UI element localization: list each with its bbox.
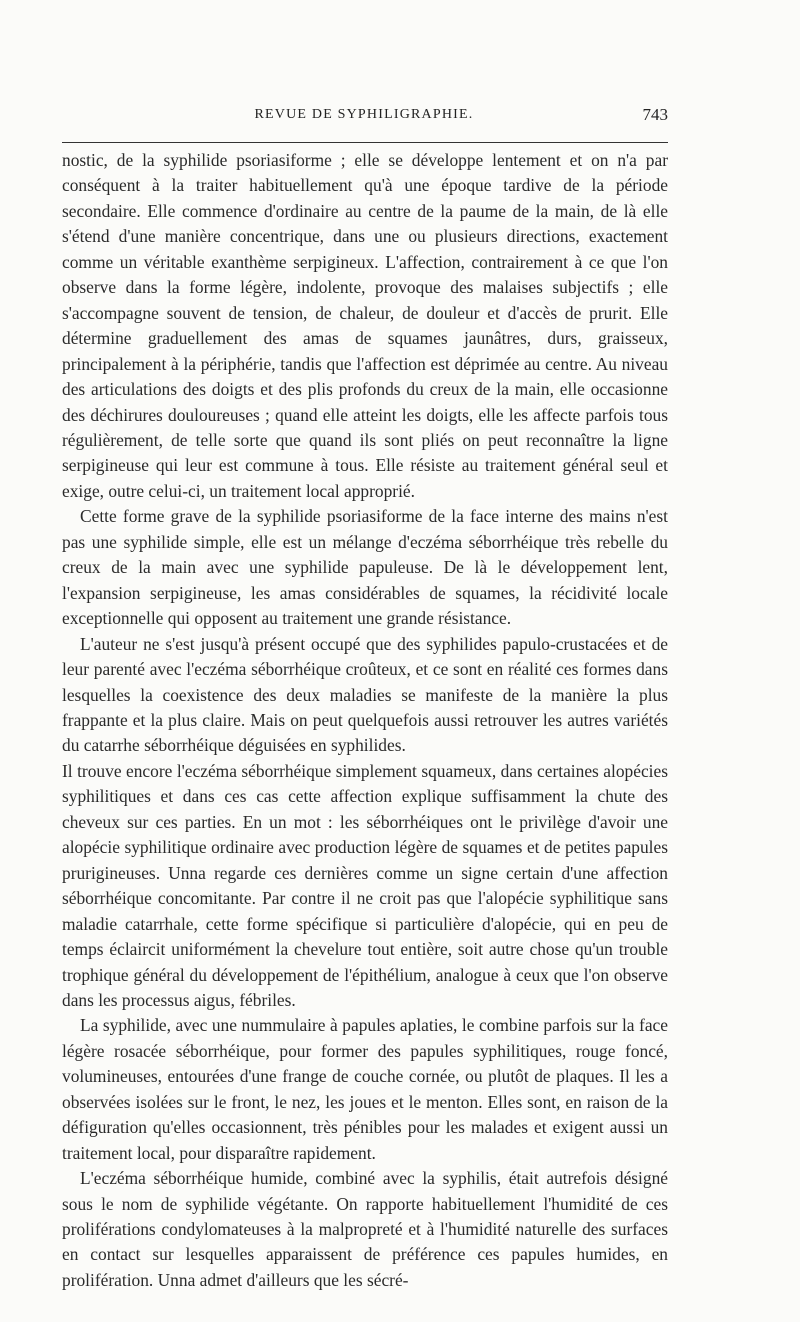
paragraph-4: Il trouve encore l'eczéma séborrhéique simplement squameux, dans certaines alopécies syphilitiques et dans ces cas cette affection explique suffisamment la chute des cheveux sur ces parties. En un mot : les séborrhéiques ont le privilège d'avoir une alopécie syphilitique ordinaire avec production légère de squames et de petites papules prurigineuses. Unna regarde ces dernières comme un signe certain d'une affection séborrhéique concomitante. Par contre il ne croit pas que l'alopécie syphilitique sans maladie catarrhale, cette forme spécifique si particulière d'alopécie, qui en peu de temps éclaircit uniformément la chevelure tout entière, soit autre chose qu'un trouble trophique général du développement de l'épithélium, analogue à ceux que l'on observe dans les processus aigus, fébriles.	[62, 760, 668, 1010]
paragraph-5: La syphilide, avec une nummulaire à papules aplaties, le combine parfois sur la face légère rosacée séborrhéique, pour former des papules syphilitiques, rouge foncé, volumineuses, entourées d'une frange de couche cornée, ou plutôt de plaques. Il les a observées isolées sur le front, le nez, les joues et le menton. Elles sont, en raison de la défiguration qu'elles occasionnent, très pénibles pour les malades et exigent aussi un traitement local, pour disparaître rapidement.	[62, 1015, 668, 1163]
paragraph-6: L'eczéma séborrhéique humide, combiné avec la syphilis, était autrefois désigné sous le nom de syphilide végétante. On rapporte habituellement l'humidité de ces proliférations condylomateuses à la malpropreté et à l'humidité naturelle des surfaces en contact sur lesquelles apparaissent de préférence ces papules humides, en prolifération. Unna admet d'ailleurs que les sécré-	[62, 1168, 668, 1290]
paragraph-2: Cette forme grave de la syphilide psoriasiforme de la face interne des mains n'est pas une syphilide simple, elle est un mélange d'eczéma séborrhéique très rebelle du creux de la main avec une syphilide papuleuse. De là le développement lent, l'expansion serpigineuse, les amas considérables de squames, la récidivité locale exceptionnelle qui opposent au traitement une grande résistance.	[62, 506, 668, 629]
running-head	[60, 107, 668, 129]
paragraph-3: L'auteur ne s'est jusqu'à présent occupé que des syphilides papulo-crustacées et de leur parenté avec l'eczéma séborrhéique croûteux, et ce sont en réalité ces formes dans lesquelles la coexistence des deux maladies se manifeste de la manière la plus frappante et la plus claire. Mais on peut quelquefois aussi retrouver les autres variétés du catarrhe séborrhéique déguisées en syphilides.	[62, 633, 668, 756]
body-text	[62, 148, 668, 1293]
running-title: REVUE DE SYPHILIGRAPHIE.	[254, 107, 474, 122]
paragraph-1: nostic, de la syphilide psoriasiforme ; elle se développe lentement et on n'a par conséquent à la traiter habituellement qu'à une époque tardive de la période secondaire. Elle commence d'ordinaire au centre de la paume de la main, de là elle s'étend d'une manière concentrique, dans une ou plusieurs directions, exactement comme un véritable exanthème serpigineux. L'affection, contrairement à ce que l'on observe dans la forme légère, indolente, provoque des malaises subjectifs ; elle s'accompagne souvent de tension, de chaleur, de douleur et d'accès de prurit. Elle détermine graduellement des amas de squames jaunâtres, durs, graisseux, principalement à la périphérie, tandis que l'affection est déprimée au centre. Au niveau des articulations des doigts et des plis profonds du creux de la main, elle occasionne des déchirures douloureuses ; quand elle atteint les doigts, elle les affecte parfois tous régulièrement, de telle sorte que quand ils sont pliés on peut reconnaître la ligne serpigineuse qui leur est commune à tous. Elle résiste au traitement général seul et exige, outre celui-ci, un traitement local approprié.	[62, 150, 668, 501]
header-rule	[62, 142, 668, 143]
page-number: 743	[642, 105, 668, 124]
